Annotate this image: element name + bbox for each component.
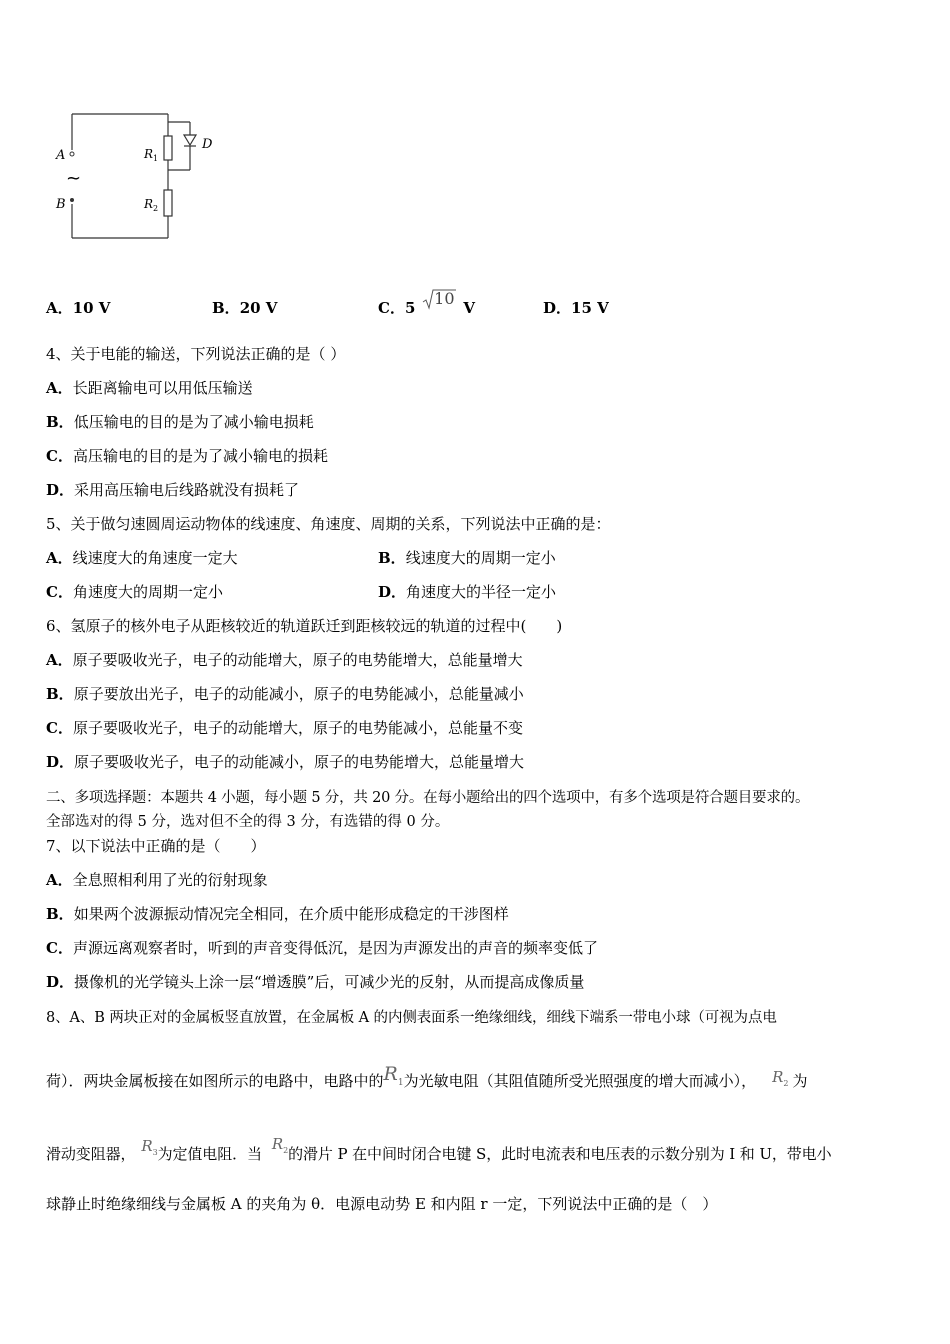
- q6-stem: 6、氢原子的核外电子从距核较近的轨道跃迁到距核较远的轨道的过程中( ): [46, 617, 563, 635]
- option-text: 如果两个波源振动情况完全相同，在介质中能形成稳定的干涉图样: [73, 905, 509, 923]
- option-text: 长距离输电可以用低压输送: [72, 379, 253, 397]
- option-text: 高压输电的目的是为了减小输电的损耗: [72, 447, 328, 465]
- label-a: A: [56, 148, 66, 163]
- option-text: 声源远离观察者时，听到的声音变得低沉，是因为声源发出的声音的频率变低了: [72, 939, 598, 957]
- q4-option-c[interactable]: [46, 446, 328, 466]
- option-text: 线速度大的周期一定小: [405, 549, 556, 567]
- q4-option-b[interactable]: [46, 412, 314, 432]
- q7-option-d[interactable]: [46, 972, 584, 992]
- option-text: 20 V: [239, 299, 278, 317]
- option-text: 原子要放出光子，电子的动能减小，原子的电势能减小，总能量减小: [73, 685, 524, 703]
- q8-line1: 8、A、B 两块正对的金属板竖直放置，在金属板 A 的内侧表面系一绝缘细线，细线下端系一带电小球（可视为点电: [46, 1010, 777, 1026]
- q4-option-d[interactable]: [46, 480, 299, 500]
- option-letter: C．: [378, 299, 405, 317]
- option-text: 线速度大的角速度一定大: [72, 549, 238, 567]
- q3-option-d[interactable]: [543, 298, 609, 318]
- option-letter: A．: [46, 299, 73, 317]
- option-letter: A．: [46, 379, 73, 397]
- label-b: B: [56, 197, 66, 212]
- q4-stem: 4、关于电能的输送，下列说法正确的是（ ）: [46, 345, 346, 363]
- q5-option-a[interactable]: [46, 548, 238, 568]
- terminal-a: [70, 152, 74, 156]
- q3-option-c[interactable]: [378, 289, 475, 318]
- section2-instructions-line1: 二、多项选择题：本题共 4 小题，每小题 5 分，共 20 分。在每小题给出的四个选项中，有多个选项是符合题目要求的。: [46, 790, 810, 806]
- q7-stem: 7、以下说法中正确的是（ ）: [46, 837, 266, 855]
- q8-line2-c: 为: [792, 1072, 808, 1090]
- q8-line3: [46, 1135, 832, 1171]
- option-text: 原子要吸收光子，电子的动能减小，原子的电势能增大，总能量增大: [74, 753, 525, 771]
- option-letter: A．: [46, 651, 73, 669]
- q7-option-c[interactable]: [46, 938, 598, 958]
- option-letter: B．: [46, 685, 74, 703]
- q7-option-a[interactable]: [46, 870, 268, 890]
- r2-symbol: $R_2$: [772, 1068, 789, 1088]
- q8-line2: [46, 1063, 808, 1099]
- q3-option-b[interactable]: [212, 298, 277, 318]
- option-letter: C．: [46, 447, 73, 465]
- resistor-r1: [164, 136, 172, 160]
- option-text: 低压输电的目的是为了减小输电损耗: [73, 413, 314, 431]
- option-letter: A．: [46, 549, 73, 567]
- q5-option-d[interactable]: [378, 582, 556, 602]
- option-text: 采用高压输电后线路就没有损耗了: [74, 481, 300, 499]
- q6-option-b[interactable]: [46, 684, 524, 704]
- option-letter: B．: [378, 549, 406, 567]
- option-text: 原子要吸收光子，电子的动能增大，原子的电势能减小，总能量不变: [72, 719, 523, 737]
- option-letter: D．: [543, 299, 572, 317]
- q8-line2-a: 荷）．两块金属板接在如图所示的电路中，电路中的: [46, 1072, 384, 1090]
- label-tilde: ~: [66, 168, 82, 189]
- r1-symbol: $R_1$: [383, 1063, 404, 1088]
- q7-option-b[interactable]: [46, 904, 509, 924]
- option-text: 摄像机的光学镜头上涂一层“增透膜”后，可减少光的反射，从而提高成像质量: [74, 973, 585, 991]
- option-text: 15 V: [571, 299, 609, 317]
- option-letter: C．: [46, 583, 73, 601]
- option-letter: B．: [212, 299, 240, 317]
- q8-line3-c: 的滑片 P 在中间时闭合电键 S，此时电流表和电压表的示数分别为 I 和 U，带电小: [288, 1145, 832, 1163]
- option-letter: D．: [46, 753, 75, 771]
- diode-symbol: [184, 135, 196, 145]
- option-letter: A．: [46, 871, 73, 889]
- q5-option-c[interactable]: [46, 582, 223, 602]
- label-r1-sub: 1: [153, 154, 159, 163]
- option-letter: B．: [46, 905, 74, 923]
- q5-option-b[interactable]: [378, 548, 556, 568]
- label-d: D: [202, 137, 213, 152]
- option-text: 全息照相利用了光的衍射现象: [72, 871, 268, 889]
- label-r2-sub: 2: [153, 204, 159, 213]
- circuit-diagram: [50, 100, 250, 250]
- svg-text:R2: [143, 197, 158, 213]
- q8-line4: 球静止时绝缘细线与金属板 A 的夹角为 θ．电源电动势 E 和内阻 r 一定，下列说法中正确的是（ ）: [46, 1195, 718, 1213]
- option-letter: D．: [46, 481, 75, 499]
- option-text: 原子要吸收光子，电子的动能增大，原子的电势能增大，总能量增大: [72, 651, 523, 669]
- q8-line3-b: 为定值电阻．当: [157, 1145, 262, 1163]
- r3-symbol: $R_3$: [141, 1137, 158, 1157]
- q6-option-d[interactable]: [46, 752, 524, 772]
- label-r2: R: [144, 197, 154, 211]
- option-letter: D．: [378, 583, 407, 601]
- q8-line2-b: 为光敏电阻（其阻值随所受光照强度的增大而减小），: [403, 1072, 757, 1090]
- q4-option-a[interactable]: [46, 378, 253, 398]
- q5-stem: 5、关于做匀速圆周运动物体的线速度、角速度、周期的关系，下列说法中正确的是：: [46, 515, 611, 533]
- option-text: 角速度大的周期一定小: [72, 583, 223, 601]
- option-pre: 5: [404, 299, 416, 317]
- q6-option-c[interactable]: [46, 718, 523, 738]
- sqrt-radicand: 10: [434, 289, 455, 308]
- svg-text:R1: [143, 147, 158, 163]
- q8-line3-a: 滑动变阻器，: [46, 1145, 136, 1163]
- option-unit: V: [463, 299, 475, 317]
- sqrt-expression: [422, 288, 455, 308]
- r2b-symbol: $R_2$: [271, 1135, 289, 1155]
- q3-option-a[interactable]: [46, 298, 110, 318]
- q6-option-a[interactable]: [46, 650, 523, 670]
- terminal-b: [70, 198, 74, 202]
- option-text: 10 V: [72, 299, 111, 317]
- section2-instructions-line2: 全部选对的得 5 分，选对但不全的得 3 分，有选错的得 0 分。: [46, 814, 450, 830]
- option-text: 角速度大的半径一定小: [406, 583, 557, 601]
- option-letter: C．: [46, 719, 73, 737]
- resistor-r2: [164, 190, 172, 216]
- option-letter: D．: [46, 973, 75, 991]
- label-r1: R: [144, 147, 154, 161]
- option-letter: B．: [46, 413, 74, 431]
- option-letter: C．: [46, 939, 73, 957]
